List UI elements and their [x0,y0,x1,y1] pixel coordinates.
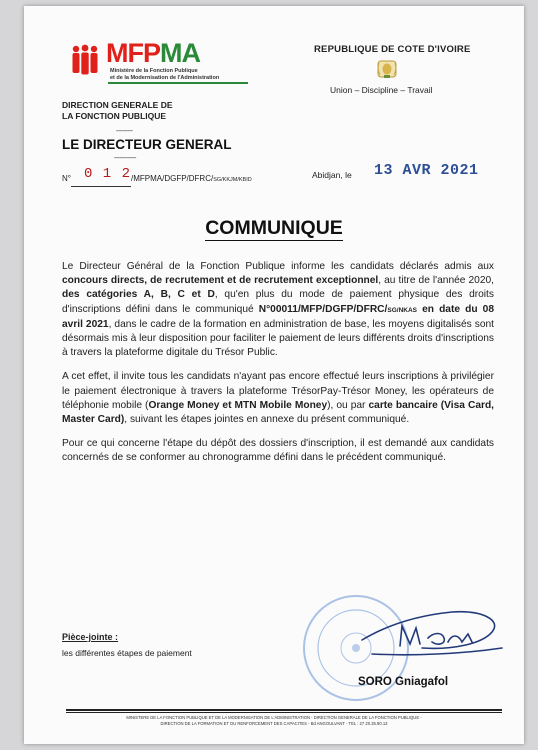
mfpma-logo-figures-icon [70,44,100,80]
handwritten-ref-number: 0 1 2 [83,166,131,182]
attachment-label: Pièce-jointe : [62,632,119,642]
footer-rule [66,712,502,713]
separator-dashes: ------------ [114,155,136,162]
reference-number: N° 0 1 2/MFPMA/DGFP/DFRC/SG/KKJM/KBID [62,170,252,187]
separator-dashes: --------- [116,128,133,135]
place-label: Abidjan, le [312,170,352,180]
handwritten-signature-icon [352,598,512,668]
paragraph-1: Le Directeur Général de la Fonction Publique informe les candidats déclarés admis aux concours directs, de recrutement et de recrutement exceptionnel, au titre de l'année 2020, des catégories A, B, C et D, qu'en plus du mode de paiement physique des droits d'inscriptions défini dans le communiqué N°00011/MFP/DGFP/DFRC/SG/NKAS en date du 08 avril 2021, dans le cadre de la formation en administration de base, les moyens digitalisés sont désormais mis à leur disposition pour faciliter le paiement de leurs différents droits d'inscriptions à travers la plateforme digitale du Trésor Public. [62,261,495,359]
communique-body [62,260,494,476]
document-page [24,6,524,744]
national-motto: Union – Discipline – Travail [330,85,433,95]
signer-name: SORO Gniagafol [358,676,449,688]
attachment-item: les différentes étapes de paiement [62,648,192,658]
paragraph-3: Pour ce qui concerne l'étape du dépôt des dossiers d'inscription, il est demandé aux candidats concernés de se conformer au chronogramme défini dans le précédent communiqué. [62,438,494,464]
logo-acronym: MFPMA [106,38,200,68]
date-stamp: 13 AVR 2021 [374,162,479,179]
footer-line-1: MINISTERE DE LA FONCTION PUBLIQUE ET DE LA MODERNISATION DE L'ADMINISTRATION - DIRECTION GENERALE DE LA FONCTION PUBLIQUE - [126,715,422,720]
coat-of-arms-icon [376,58,398,80]
logo-subtitle: Ministère de la Fonction Publique et de la Modernisation de l'Administration [110,68,220,81]
footer-rule [66,709,502,711]
republic-title: REPUBLIQUE DE COTE D'IVOIRE [314,44,471,55]
document-title: COMMUNIQUE [205,217,343,239]
footer-line-2: DIRECTION DE LA FORMATION ET DU RENFORCEMENT DES CAPACITES - Bd ANGOULVANT - TEL : 27 20.25.90.13 [160,721,388,726]
direction-name: DIRECTION GENERALE DE LA FONCTION PUBLIQUE [62,100,173,121]
sender-title: LE DIRECTEUR GENERAL [62,137,232,152]
logo-underline [108,82,248,84]
paragraph-2: A cet effet, il invite tous les candidats n'ayant pas encore effectué leurs inscriptions à privilégier le paiement électronique à travers la plateforme TrésorPay-Trésor Money, les opérateurs de téléphonie mobile (Orange Money et MTN Mobile Money), ou par carte bancaire (Visa Card, Master Card), suivant les étapes jointes en annexe du présent communiqué. [62,371,494,426]
